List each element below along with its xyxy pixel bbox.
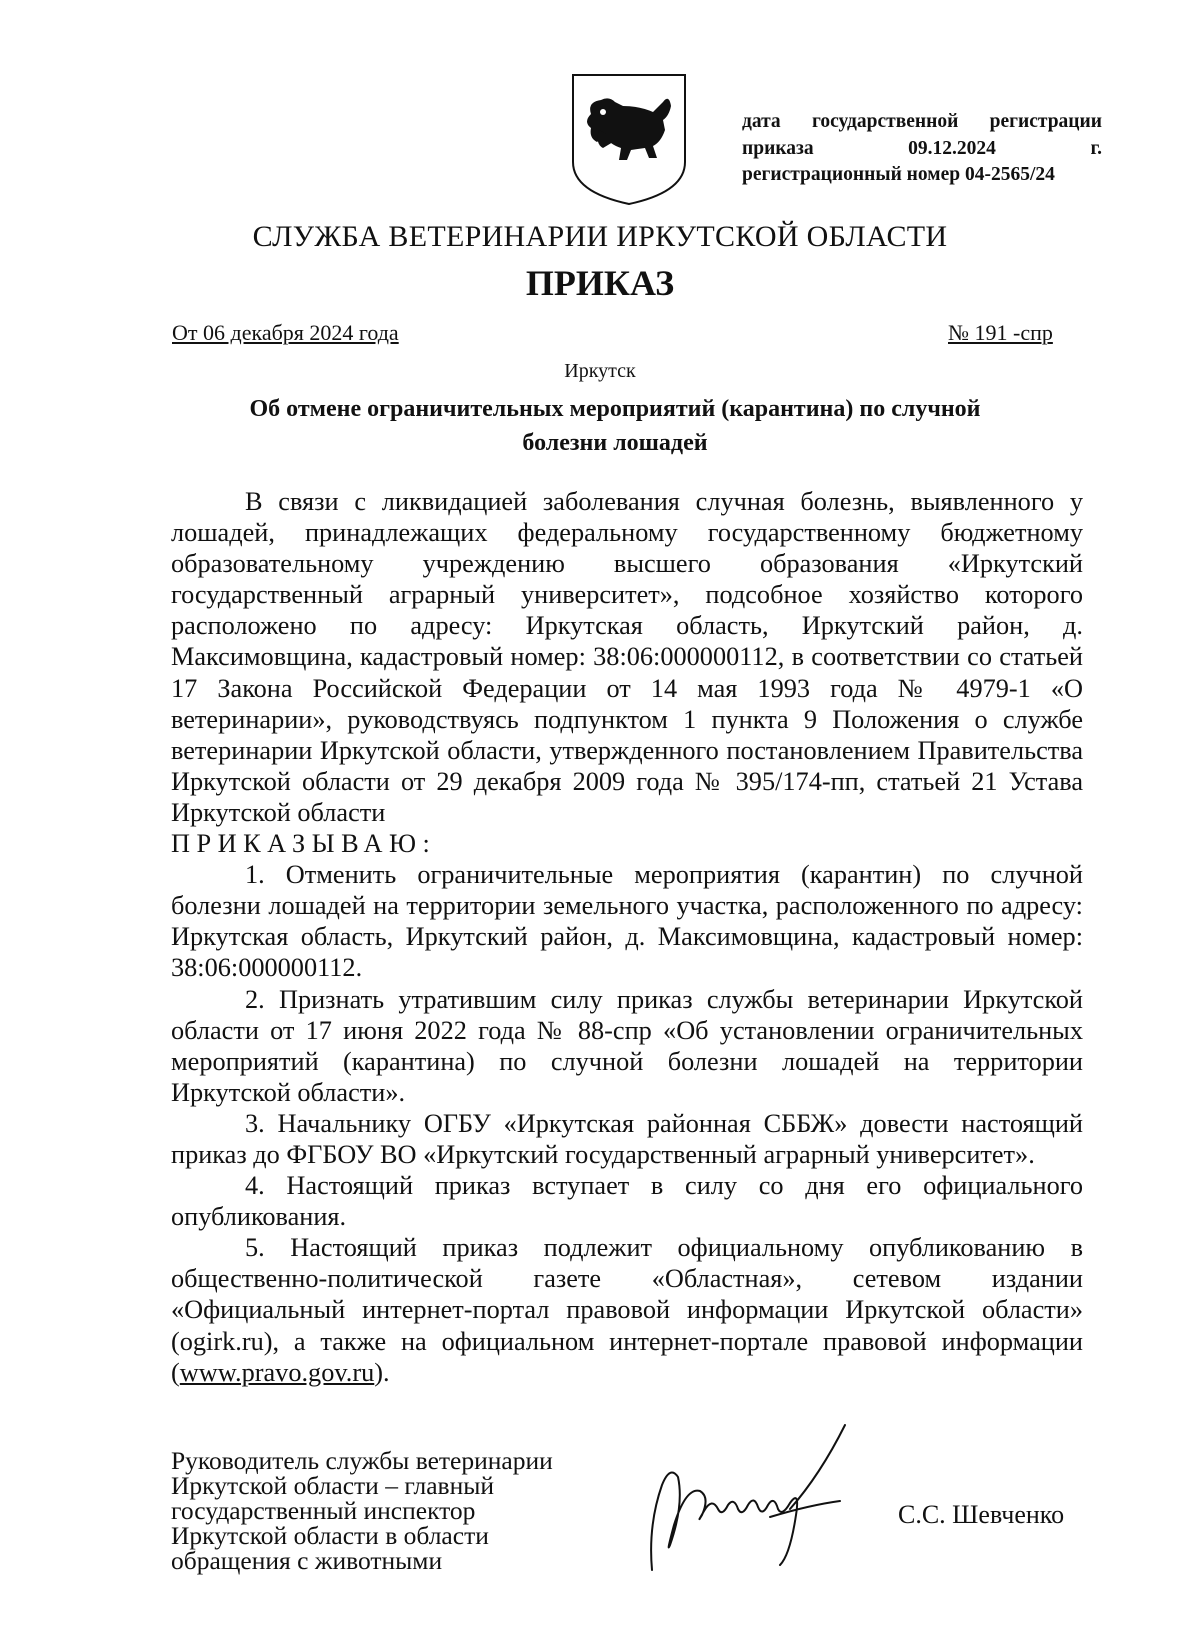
signatory-name: С.С. Шевченко [898, 1500, 1065, 1529]
position-line: Иркутской области в области [171, 1521, 489, 1550]
order-word: ПРИКАЗЫВАЮ: [171, 829, 437, 859]
registration-number: регистрационный номер 04-2565/24 [742, 164, 1055, 185]
handwritten-signature [640, 1405, 870, 1575]
document-body [171, 486, 1083, 1388]
item-5 [171, 1232, 1083, 1387]
document-number: № 191 -спр [948, 320, 1053, 345]
document-type: ПРИКАЗ [525, 263, 675, 303]
item-1: 1. Отменить ограничительные мероприятия (карантин) по случной болезни лошадей на территории земельного участка, расположенного по адресу: Иркутская область, Иркутский район, д. Максимовщина, кадастровый номер: 38:06:000000112. [171, 860, 1083, 983]
position-line: государственный инспектор [171, 1496, 476, 1525]
document-date: От 06 декабря 2024 года [172, 320, 399, 345]
item-4: 4. Настоящий приказ вступает в силу со дня его официального опубликования. [171, 1171, 1083, 1232]
signatory-position [171, 1448, 553, 1573]
document-subject: Об отмене ограничительных мероприятий (карантина) по случной болезни лошадей [249, 396, 981, 456]
registration-date: дата государственной регистрации приказа 09.12.2024 г. [742, 111, 1102, 159]
document-city: Иркутск [564, 360, 636, 382]
item-2: 2. Признать утратившим силу приказ службы ветеринарии Иркутской области от 17 июня 2022 года № 88-спр «Об установлении ограничительных мероприятий (карантина) по случной болезни лошадей на территории Иркутской области». [171, 984, 1083, 1107]
item-5-text: 5. Настоящий приказ подлежит официальному опубликованию в общественно-политической газете «Областная», сетевом издании «Официальный интернет-портал правовой информации Иркутской области» (ogirk.ru), а также на официальном интернет-портале правовой информации ( [171, 1233, 1083, 1387]
preamble: В связи с ликвидацией заболевания случная болезнь, выявленного у лошадей, принадлежащих федеральному государственному бюджетному образовательному учреждению высшего образования «Иркутский государственный аграрный университет», подсобное хозяйство которого расположено по адресу: Иркутская область, Иркутский район, д. Максимовщина, кадастровый номер: 38:06:000000112, в соответствии со статьей 17 Закона Российской Федерации от 14 мая 1993 года № 4979-1 «О ветеринарии», руководствуясь подпунктом 1 пункта 9 Положения о службе ветеринарии Иркутской области, утвержденного постановлением Правительства Иркутской области от 29 декабря 2009 года № 395/174-пп, статьей 21 Устава Иркутской области [171, 487, 1083, 827]
coat-of-arms-icon [569, 72, 689, 207]
position-line: Иркутской области – главный [171, 1471, 494, 1500]
pravo-link[interactable]: www.pravo.gov.ru [179, 1357, 375, 1387]
item-5-closing: ). [374, 1357, 390, 1387]
position-line: Руководитель службы ветеринарии [171, 1446, 553, 1475]
organization-name: СЛУЖБА ВЕТЕРИНАРИИ ИРКУТСКОЙ ОБЛАСТИ [252, 220, 948, 253]
position-line: обращения с животными [171, 1546, 443, 1575]
item-3: 3. Начальнику ОГБУ «Иркутская районная СББЖ» довести настоящий приказ до ФГБОУ ВО «Иркутский государственный аграрный университет». [171, 1108, 1083, 1169]
